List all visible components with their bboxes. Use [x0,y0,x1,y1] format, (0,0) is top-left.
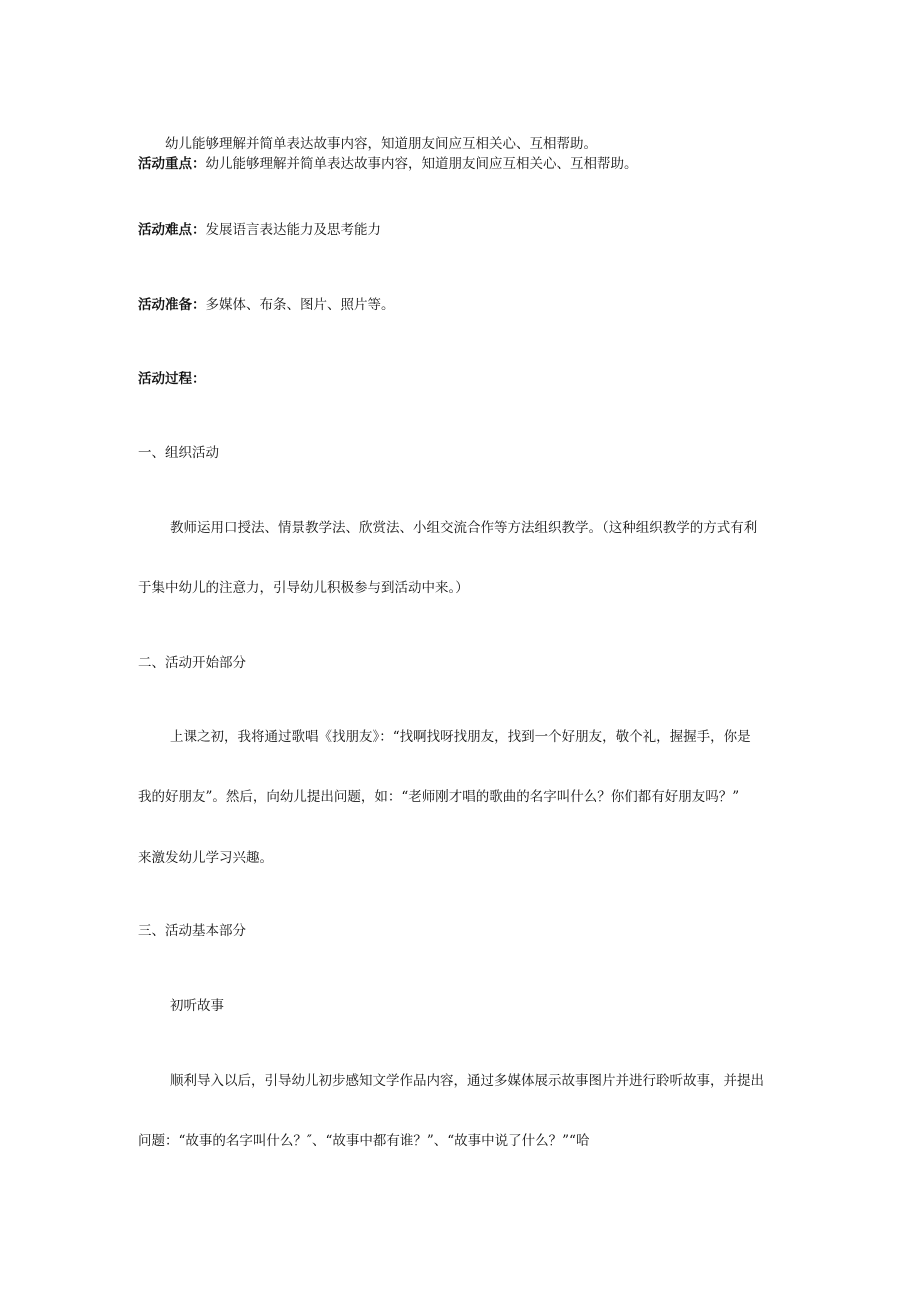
section1-para-line1: 教师运用口授法、情景教学法、欣赏法、小组交流合作等方法组织教学。（这种组织教学的方式有利 [170,520,758,536]
section1-para-line2: 于集中幼儿的注意力，引导幼儿积极参与到活动中来。） [138,580,469,596]
preparation-label: 活动准备： [138,297,206,313]
difficulty-row [138,221,381,239]
section3-para-line1: 顺利导入以后，引导幼儿初步感知文学作品内容，通过多媒体展示故事图片并进行聆听故事，并提出 [170,1073,764,1089]
key-point-text: 幼儿能够理解并简单表达故事内容，知道朋友间应互相关心、互相帮助。 [205,156,638,172]
preparation-row [138,296,395,314]
section2-para-line1: 上课之初，我将通过歌唱《找朋友》：“找啊找呀找朋友，找到一个好朋友，敬个礼，握握手，你是 [170,729,751,745]
section3-heading: 三、活动基本部分 [138,923,246,939]
process-label: 活动过程： [138,371,206,387]
difficulty-text: 发展语言表达能力及思考能力 [205,222,381,238]
section2-para-line3: 来激发幼儿学习兴趣。 [138,850,273,866]
key-point-row [138,155,638,173]
goal-line: 幼儿能够理解并简单表达故事内容，知道朋友间应互相关心、互相帮助。 [165,136,597,152]
section2-para-line2: 我的好朋友”。然后，向幼儿提出问题，如：“老师刚才唱的歌曲的名字叫什么？你们都有好朋友吗？” [138,789,740,805]
preparation-text: 多媒体、布条、图片、照片等。 [205,297,395,313]
key-point-label: 活动重点： [138,156,206,172]
section1-heading: 一、组织活动 [138,445,219,461]
section2-heading: 二、活动开始部分 [138,655,246,671]
section3-para-line2: 问题：“故事的名字叫什么？″、“故事中都有谁？”、“故事中说了什么？”“哈 [138,1133,590,1149]
section3-subheading: 初听故事 [170,998,224,1014]
difficulty-label: 活动难点： [138,222,206,238]
